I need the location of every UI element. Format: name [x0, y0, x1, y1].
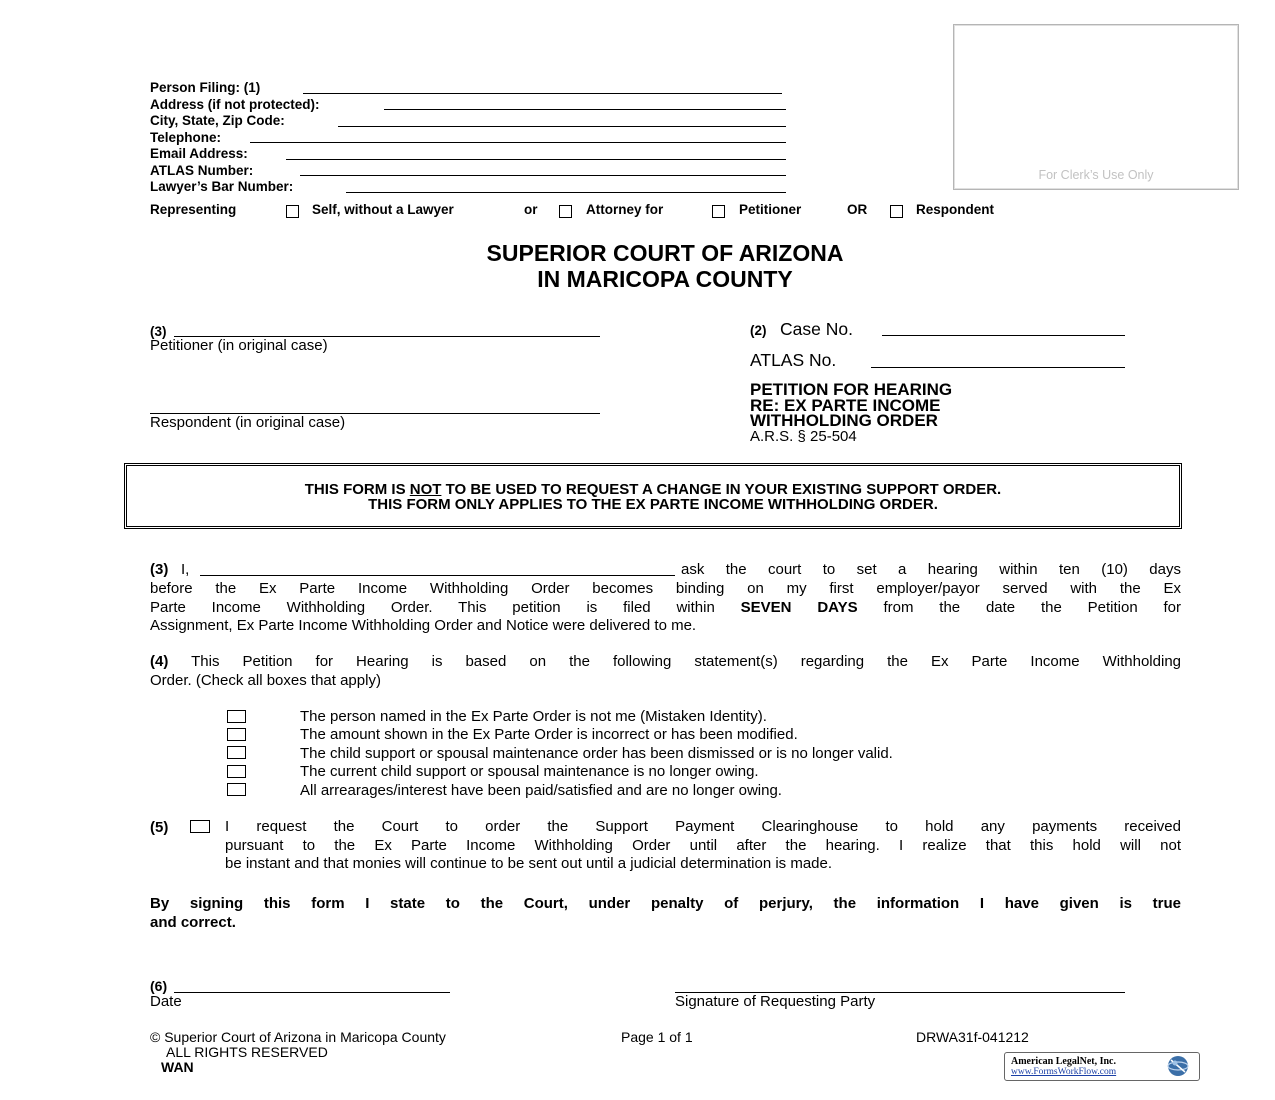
court-name-line1: SUPERIOR COURT OF ARIZONA — [486, 240, 844, 266]
city-state-zip-label: City, State, Zip Code: — [150, 113, 285, 128]
item-6-marker: (6) — [150, 978, 168, 994]
hold-payments-checkbox[interactable] — [190, 820, 210, 833]
clerk-use-label: For Clerk’s Use Only — [1038, 168, 1154, 182]
petition-title-line3: WITHHOLDING ORDER — [750, 411, 938, 430]
self-label: Self, without a Lawyer — [312, 202, 454, 217]
respondent-caption-label: Respondent (in original case) — [150, 414, 346, 431]
city-state-zip-field[interactable] — [338, 126, 786, 127]
attorney-checkbox[interactable] — [559, 205, 572, 218]
footer-copyright: © Superior Court of Arizona in Maricopa County — [150, 1029, 446, 1045]
statement-3: The child support or spousal maintenance order has been dismissed or is no longer valid. — [300, 745, 893, 762]
para3-line3 — [150, 599, 1181, 618]
para3-line1-text: ask the court to set a hearing within ten (10) days — [681, 561, 1181, 578]
footer-page-number: Page 1 of 1 — [621, 1029, 693, 1045]
atlas-number-field[interactable] — [300, 175, 786, 176]
para3-body — [150, 580, 1181, 636]
attorney-label: Attorney for — [586, 202, 664, 217]
para3-marker: (3) — [150, 561, 169, 578]
para3-i: I, — [181, 561, 190, 578]
para5-line3: be instant and that monies will continue to be sent out until a judicial determination is made. — [225, 855, 833, 872]
case-no-label: Case No. — [780, 319, 853, 339]
petition-title — [750, 382, 952, 429]
requester-name-field[interactable] — [200, 575, 675, 576]
self-checkbox[interactable] — [286, 205, 299, 218]
atlas-no-field[interactable] — [871, 367, 1125, 368]
para3-line3-start: Parte Income Withholding Order. This petition is filed within — [150, 598, 715, 616]
order-dismissed-checkbox[interactable] — [227, 746, 246, 759]
clerk-use-box — [953, 24, 1239, 190]
amount-incorrect-checkbox[interactable] — [227, 728, 246, 741]
statement-2: The amount shown in the Ex Parte Order is incorrect or has been modified. — [300, 726, 798, 743]
atlas-number-label: ATLAS Number: — [150, 162, 254, 178]
perjury-statement — [150, 895, 1181, 932]
statement-5: All arrearages/interest have been paid/satisfied and are no longer owing. — [300, 782, 782, 799]
petitioner-caption-label: Petitioner (in original case) — [150, 337, 328, 354]
notice-line1-end: TO BE USED TO REQUEST A CHANGE IN YOUR EXISTING SUPPORT ORDER. — [441, 481, 1002, 498]
para5-marker: (5) — [150, 819, 169, 836]
address-label: Address (if not protected): — [150, 96, 320, 112]
para4-line1 — [150, 653, 1181, 672]
petitioner-checkbox[interactable] — [712, 205, 725, 218]
telephone-field[interactable] — [250, 142, 786, 143]
no-longer-owing-checkbox[interactable] — [227, 765, 246, 778]
date-field[interactable] — [174, 992, 450, 993]
signature-label: Signature of Requesting Party — [675, 993, 876, 1010]
footer-rights: ALL RIGHTS RESERVED — [166, 1044, 328, 1060]
notice-line1-start: THIS FORM IS — [304, 481, 410, 498]
statement-4: The current child support or spousal maintenance is no longer owing. — [300, 763, 759, 780]
para3-line1-end — [681, 561, 1181, 578]
perjury-line1: By signing this form I state to the Court, under penalty of perjury, the information I have given is true — [150, 895, 1181, 912]
notice-line1 — [127, 482, 1179, 497]
para5-line2: pursuant to the Ex Parte Income Withholding Order until after the hearing. I realize that this hold will not — [225, 836, 1181, 854]
para4-body — [150, 653, 1181, 690]
para3-line4: Assignment, Ex Parte Income Withholding Order and Notice were delivered to me. — [150, 617, 697, 634]
statement-1: The person named in the Ex Parte Order is not me (Mistaken Identity). — [300, 708, 767, 725]
para5-body — [225, 818, 1181, 874]
footer-form-code: DRWA31f-041212 — [916, 1029, 1029, 1045]
item-3-marker: (3) — [150, 324, 167, 339]
globe-icon — [1165, 1054, 1191, 1078]
or-label: or — [524, 202, 538, 217]
footer-wan: WAN — [161, 1059, 194, 1075]
statute-reference: A.R.S. § 25-504 — [750, 428, 857, 445]
respondent-checkbox[interactable] — [890, 205, 903, 218]
para3-line2: before the Ex Parte Income Withholding Order becomes binding on my first employer/payor served with the Ex — [150, 580, 1181, 597]
person-filing-label: Person Filing: (1) — [150, 80, 261, 95]
filer-info — [150, 80, 320, 196]
bar-number-field[interactable] — [346, 192, 786, 193]
vendor-logo-url[interactable]: www.FormsWorkFlow.com — [1011, 1067, 1117, 1077]
or-label-2: OR — [847, 202, 868, 217]
para5-line1: I request the Court to order the Support Payment Clearinghouse to hold any payments received — [225, 818, 1181, 835]
mistaken-identity-checkbox[interactable] — [227, 710, 246, 723]
petition-title-line2: RE: EX PARTE INCOME — [750, 395, 941, 415]
respondent-label: Respondent — [916, 202, 995, 217]
telephone-label: Telephone: — [150, 129, 222, 145]
seven-days: SEVEN DAYS — [740, 598, 858, 616]
perjury-line2: and correct. — [150, 913, 236, 931]
para4-line1-text: This Petition for Hearing is based on the following statement(s) regarding the Ex Parte Income Withholding — [191, 653, 1181, 670]
date-label: Date — [150, 993, 182, 1010]
representing-label: Representing — [150, 202, 237, 217]
vendor-logo[interactable] — [1004, 1052, 1200, 1081]
bar-number-label: Lawyer’s Bar Number: — [150, 179, 294, 194]
email-field[interactable] — [286, 159, 786, 160]
notice-box — [124, 463, 1182, 529]
para3-line3-end: from the date the Petition for — [883, 598, 1181, 616]
arrearages-paid-checkbox[interactable] — [227, 783, 246, 796]
person-filing-field[interactable] — [303, 93, 782, 94]
court-name-line2: IN MARICOPA COUNTY — [537, 266, 793, 292]
notice-line2: THIS FORM ONLY APPLIES TO THE EX PARTE INCOME WITHHOLDING ORDER. — [368, 496, 938, 513]
item-2-marker: (2) — [750, 323, 767, 338]
address-field[interactable] — [384, 109, 786, 110]
petitioner-label: Petitioner — [739, 202, 802, 217]
vendor-logo-name: American LegalNet, Inc. — [1011, 1056, 1116, 1067]
email-label: Email Address: — [150, 146, 248, 161]
para4-marker: (4) — [150, 653, 169, 670]
atlas-no-label: ATLAS No. — [750, 350, 837, 370]
case-no-field[interactable] — [882, 335, 1125, 336]
notice-not: NOT — [409, 481, 442, 498]
para4-line2: Order. (Check all boxes that apply) — [150, 671, 381, 689]
petition-title-line1: PETITION FOR HEARING — [750, 380, 953, 399]
